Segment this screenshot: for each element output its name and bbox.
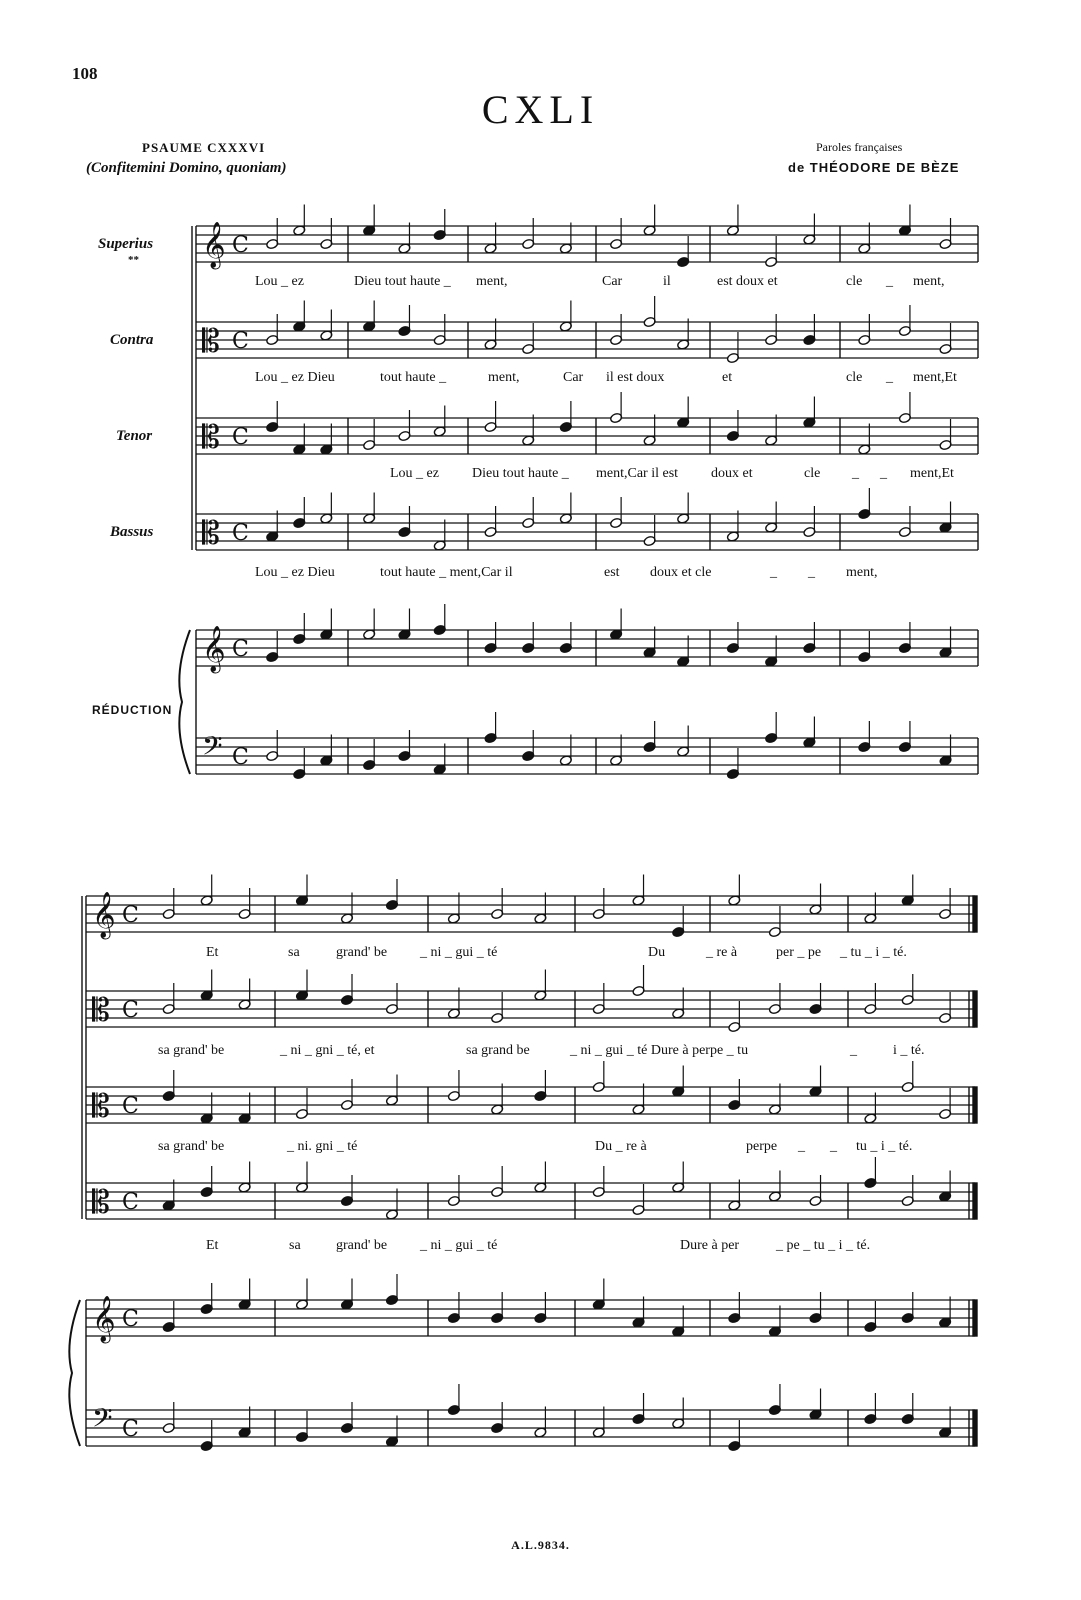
lyric: tout haute _ ment,Car il — [380, 565, 513, 580]
lyric: perpe — [746, 1139, 778, 1154]
c-clef-icon: 𝄡 — [92, 1087, 110, 1125]
time-signature: C — [232, 745, 249, 770]
lyric: cle — [846, 370, 863, 385]
lyric: Lou _ ez — [390, 466, 439, 481]
lyric: cle — [804, 466, 821, 481]
lyric: _ — [852, 466, 859, 481]
lyric: _ ni _ gui _ té Dure à perpe _ tu — [570, 1043, 749, 1058]
lyric: ment,Et — [910, 466, 954, 481]
c-clef-icon: 𝄡 — [92, 1183, 110, 1221]
lyric: sa — [289, 1238, 301, 1253]
brace — [69, 1300, 80, 1446]
lyric: _ pe _ tu _ i _ té. — [776, 1238, 871, 1253]
time-signature: C — [122, 903, 139, 928]
lyric: grand' be — [336, 1238, 388, 1253]
c-clef-icon: 𝄡 — [202, 514, 220, 552]
final-bar-line — [973, 896, 977, 932]
lyric: grand' be — [336, 945, 388, 960]
lyric: sa grand' be — [158, 1043, 225, 1058]
lyric: sa — [288, 945, 300, 960]
lyric: _ ni. gni _ té — [287, 1139, 358, 1154]
bass-clef-icon: 𝄢 — [92, 1402, 113, 1440]
lyric: Lou _ ez Dieu — [255, 370, 335, 385]
time-signature: C — [232, 425, 249, 450]
voice-label-contra: Contra — [110, 332, 154, 348]
treble-clef-icon: 𝄞 — [92, 1296, 116, 1342]
lyric: _ — [886, 370, 893, 385]
lyric: Car — [602, 274, 623, 289]
lyric: et — [722, 370, 733, 385]
brace — [179, 630, 190, 774]
lyric: Dieu tout haute _ — [472, 466, 569, 481]
bass-clef-icon: 𝄢 — [202, 730, 223, 768]
time-signature: C — [232, 233, 249, 258]
final-bar-line — [973, 1300, 977, 1336]
time-signature: C — [232, 329, 249, 354]
time-signature: C — [122, 1307, 139, 1332]
voice-label-bassus: Bassus — [110, 524, 154, 540]
lyric: sa grand' be — [158, 1139, 225, 1154]
voice-label-superius: Superius — [98, 236, 154, 252]
lyric: Car — [563, 370, 584, 385]
lyric: Du — [648, 945, 666, 960]
c-clef-icon: 𝄡 — [92, 991, 110, 1029]
lyric: tu _ i _ té. — [856, 1139, 913, 1154]
lyric: _ — [808, 565, 815, 580]
lyric: ment,Car il est — [596, 466, 679, 481]
lyric: Dieu tout haute _ — [354, 274, 451, 289]
publisher-plate-number: A.L.9834. — [511, 1538, 570, 1552]
lyric: Et — [206, 945, 219, 960]
lyric: Lou _ ez Dieu — [255, 565, 335, 580]
c-clef-icon: 𝄡 — [202, 418, 220, 456]
lyric: doux et cle — [650, 565, 712, 580]
lyric: per _ pe — [776, 945, 822, 960]
lyric: est — [604, 565, 620, 580]
reduction-label: RÉDUCTION — [92, 703, 173, 717]
lyric: Dure à per — [680, 1238, 740, 1253]
lyric: i _ té. — [893, 1043, 925, 1058]
final-bar-line — [973, 991, 977, 1027]
lyric: tout haute _ — [380, 370, 447, 385]
lyric: ment, — [476, 274, 508, 289]
lyric: ment, — [488, 370, 520, 385]
treble-clef-icon: 𝄞 — [92, 892, 116, 938]
lyric: ment,Et — [913, 370, 957, 385]
lyric: _ ni _ gui _ té — [420, 945, 498, 960]
lyric: Du _ re à — [595, 1139, 647, 1154]
final-bar-line — [973, 1183, 977, 1219]
lyric: _ ni _ gni _ té, et — [280, 1043, 375, 1058]
lyric: il est doux — [606, 370, 665, 385]
lyric: _ re à — [706, 945, 738, 960]
lyric: _ — [770, 565, 777, 580]
treble-clef-icon: 𝄞 — [202, 222, 226, 268]
lyric: doux et — [711, 466, 753, 481]
author-credit: de THÉODORE DE BÈZE — [788, 160, 960, 175]
lyric: _ — [798, 1139, 805, 1154]
latin-incipit: (Confitemini Domino, quoniam) — [86, 160, 287, 176]
lyric: Et — [206, 1238, 219, 1253]
c-clef-icon: 𝄡 — [202, 322, 220, 360]
lyric: cle — [846, 274, 863, 289]
lyric: il — [663, 274, 671, 289]
lyric: _ — [830, 1139, 837, 1154]
final-bar-line — [973, 1410, 977, 1446]
time-signature: C — [122, 1094, 139, 1119]
psalm-number: PSAUME CXXXVI — [142, 140, 266, 155]
time-signature: C — [122, 1190, 139, 1215]
superius-footnote-mark: ** — [128, 254, 139, 266]
voice-label-tenor: Tenor — [116, 428, 153, 444]
page-number: 108 — [72, 64, 98, 83]
final-bar-line — [973, 1087, 977, 1123]
time-signature: C — [122, 1417, 139, 1442]
lyric: est doux et — [717, 274, 778, 289]
treble-clef-icon: 𝄞 — [202, 626, 226, 672]
time-signature: C — [232, 521, 249, 546]
lyric: Lou _ ez — [255, 274, 304, 289]
paroles-label: Paroles françaises — [816, 140, 903, 154]
lyric: _ — [850, 1043, 857, 1058]
lyric: _ — [880, 466, 887, 481]
lyric: ment, — [846, 565, 878, 580]
lyric: _ — [886, 274, 893, 289]
page-title: CXLI — [481, 87, 600, 132]
lyric: _ ni _ gui _ té — [420, 1238, 498, 1253]
lyric: _ tu _ i _ té. — [840, 945, 907, 960]
lyric: ment, — [913, 274, 945, 289]
lyric: sa grand be — [466, 1043, 530, 1058]
time-signature: C — [232, 637, 249, 662]
time-signature: C — [122, 998, 139, 1023]
